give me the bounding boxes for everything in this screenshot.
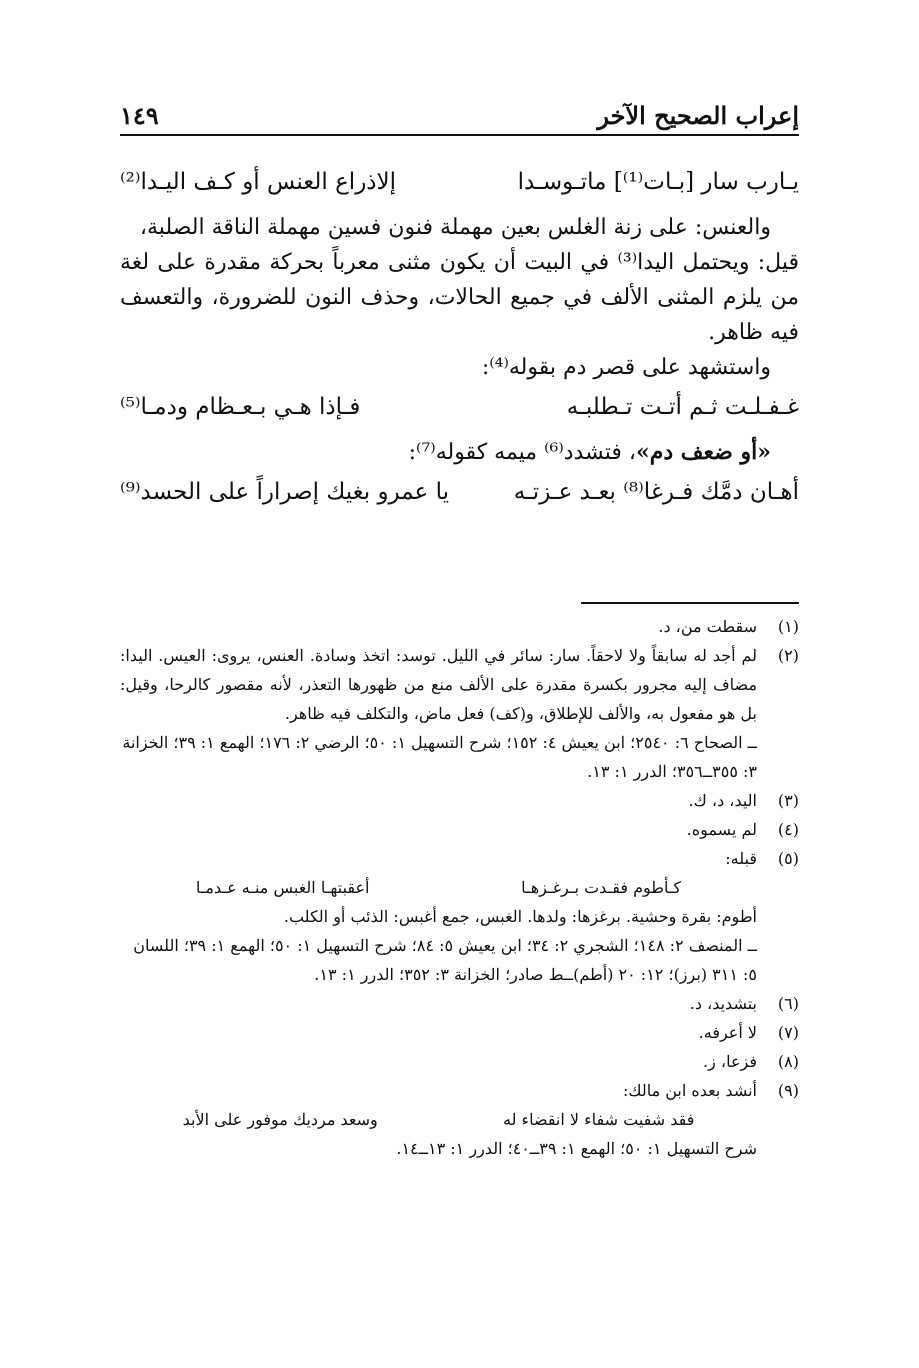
- footnote-5-verse-first: كـأطوم فقـدت بـرغـزهـا: [521, 878, 682, 897]
- footnote-6: [120, 989, 799, 1018]
- footnote-text: قبله:: [725, 849, 757, 868]
- footnote-text: بتشديد، د.: [689, 994, 757, 1013]
- footnote-9-verse-second: وسعد مرديك موفور على الأبد: [182, 1110, 378, 1129]
- footnote-9: [120, 1076, 799, 1105]
- paragraph-2: قيل: ويحتمل اليدا⁽³⁾ في البيت أن يكون مثنى معرباً بحركة مقدرة على لغة من يلزم المثنى الألف في جميع الحالات، وحذف النون للضرورة، والتعسف فيه ظاهر.: [120, 250, 799, 345]
- footnote-text: لم يسموه.: [686, 820, 757, 839]
- footnote-5-references: ــ المنصف ٢: ١٤٨؛ الشجري ٢: ٣٤؛ ابن يعيش ٥: ٨٤؛ شرح التسهيل ١: ٥٠؛ الهمع ١: ٣٩؛ اللسان ٥: ٣١١ (برز)؛ ١٢: ٢٠ (أطم)ــط صادر؛ الخزانة ٣: ٣٥٢؛ الدرر ١: ١٣.: [133, 936, 757, 984]
- paragraph-4-rest: ، فتشدد⁽⁶⁾ ميمه كقوله⁽⁷⁾:: [408, 440, 636, 465]
- verse-3: [120, 474, 799, 510]
- footnote-text: لم أجد له سابقاً ولا لاحقاً. سار: سائر في الليل. توسد: اتخذ وسادة. العنس، يروى: العيس. اليدا: مضاف إليه مجرور بكسرة مقدرة على الألف منع من ظهورها التعذر، لأنه مقصور كالرحا، وقيل: بل هو مفعول به، والألف للإطلاق، و(كف) فعل ماض، والتكلف فيه ظاهر.: [120, 646, 757, 723]
- footnote-5-verse: [120, 873, 757, 902]
- running-header: [120, 100, 799, 136]
- paragraph-3: واستشهد على قصر دم بقوله⁽⁴⁾:: [481, 355, 771, 380]
- footnote-2-references: ــ الصحاح ٦: ٢٥٤٠؛ ابن يعيش ٤: ١٥٢؛ شرح التسهيل ١: ٥٠؛ الرضي ٢: ١٧٦؛ الهمع ١: ٣٩؛ الخزانة ٣: ٣٥٥ــ٣٥٦؛ الدرر ١: ١٣.: [122, 733, 757, 781]
- footnote-9-verse-first: فقد شفيت شفاء لا انقضاء له: [503, 1110, 695, 1129]
- footnote-separator: [581, 602, 799, 604]
- footnote-number: (٦): [777, 994, 799, 1013]
- footnote-5: [120, 844, 799, 873]
- footnote-9-verse: [120, 1105, 757, 1134]
- footnote-number: (٩): [777, 1081, 799, 1100]
- footnote-7: [120, 1018, 799, 1047]
- footnote-5-verse-second: أعقبتهـا الغبس منـه عـدمـا: [195, 878, 370, 897]
- paragraph-1: والعنس: على زنة الغلس بعين مهملة فنون فسين مهملة الناقة الصلبة،: [139, 215, 771, 240]
- footnote-text: أنشد بعده ابن مالك:: [622, 1081, 757, 1100]
- verse-3-first-hemistich: أهـان دمَّك فـرغا⁽⁸⁾ بعـد عـزتـه: [513, 479, 799, 505]
- footnote-8: [120, 1047, 799, 1076]
- footnote-3: [120, 786, 799, 815]
- footnote-number: (٨): [777, 1052, 799, 1071]
- footnote-number: (٥): [777, 849, 799, 868]
- footnote-text: فزعا، ز.: [703, 1052, 757, 1071]
- footnote-text: اليد، د، ك.: [688, 791, 757, 810]
- paragraph-4: [120, 435, 799, 470]
- footnotes: [120, 612, 799, 1163]
- quoted-phrase: «أو ضعف دم»: [635, 439, 771, 465]
- footnote-number: (٢): [777, 646, 799, 665]
- verse-1-second-hemistich: إلاذراع العنس أو كـف اليـدا⁽²⁾: [120, 169, 397, 195]
- verse-2-second-hemistich: فـإذا هـي بـعـظام ودمـا⁽⁵⁾: [120, 394, 361, 420]
- main-text: [120, 160, 799, 520]
- footnote-9-references: شرح التسهيل ١: ٥٠؛ الهمع ١: ٣٩ــ٤٠؛ الدرر ١: ١٣ــ١٤.: [396, 1139, 757, 1158]
- footnote-5-gloss: أطوم: بقرة وحشية. برغزها: ولدها. الغبس، جمع أغبس: الذئب أو الكلب.: [283, 907, 757, 926]
- footnote-2: [120, 641, 799, 728]
- footnote-4: [120, 815, 799, 844]
- verse-1: [120, 164, 799, 200]
- verse-3-second-hemistich: يا عمرو بغيك إصراراً على الحسد⁽⁹⁾: [120, 479, 449, 505]
- footnote-1: [120, 612, 799, 641]
- page-number: ١٤٩: [120, 101, 159, 130]
- header-title: إعراب الصحيح الآخر: [597, 101, 799, 130]
- footnote-number: (٧): [777, 1023, 799, 1042]
- footnote-text: لا أعرفه.: [698, 1023, 757, 1042]
- footnote-text: سقطت من، د.: [658, 617, 757, 636]
- verse-2-first-hemistich: غـفـلـت ثـم أتـت تـطلبـه: [566, 394, 799, 420]
- footnote-number: (١): [777, 617, 799, 636]
- footnote-number: (٣): [777, 791, 799, 810]
- verse-2: [120, 389, 799, 425]
- footnote-number: (٤): [777, 820, 799, 839]
- verse-1-first-hemistich: يـارب سار [بـات⁽¹⁾] ماتـوسـدا: [517, 169, 799, 195]
